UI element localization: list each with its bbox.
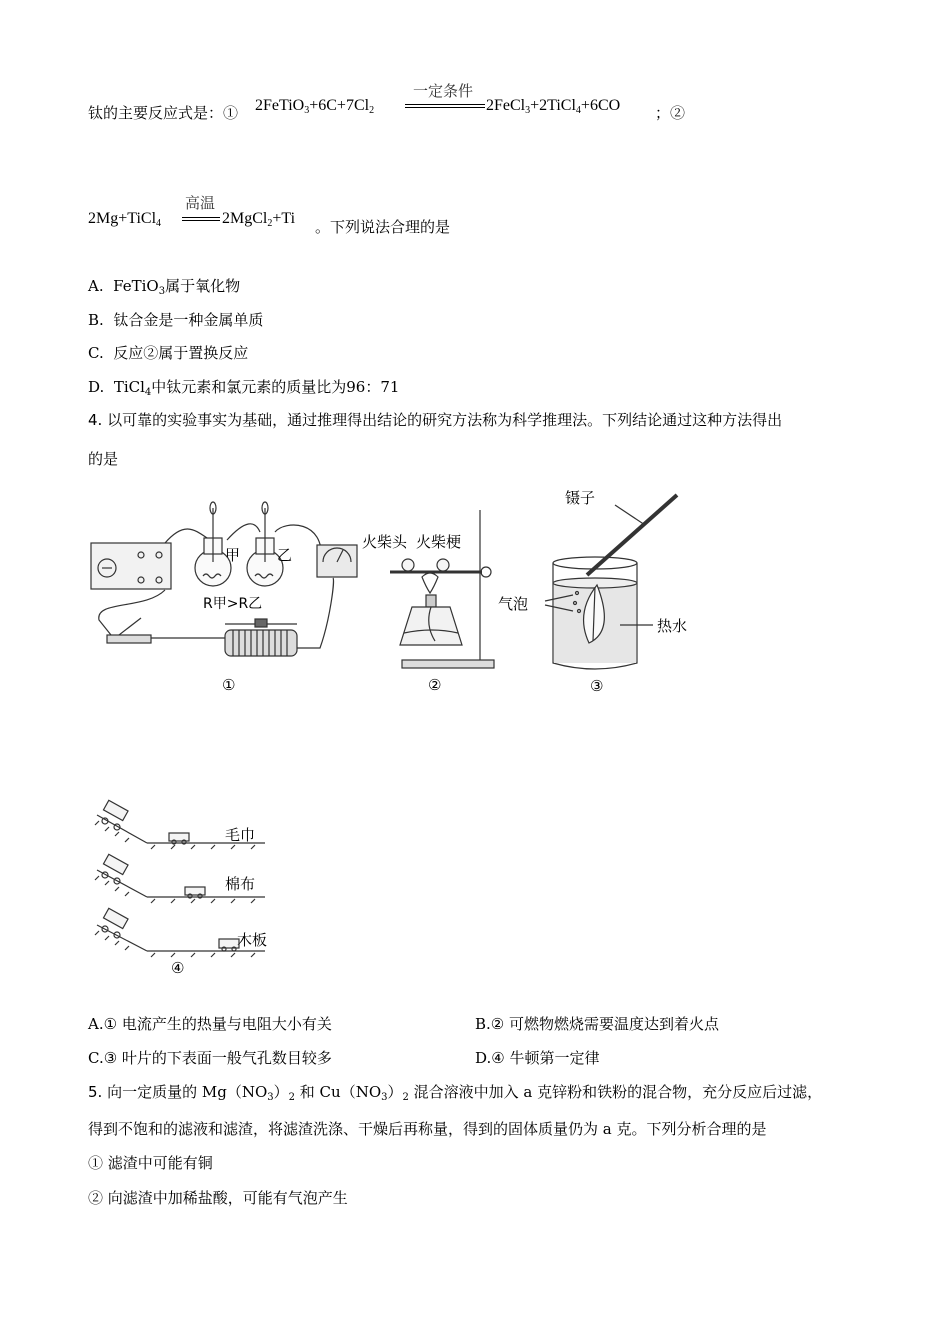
q4-option-d: D.④ 牛顿第一定律 — [475, 1049, 600, 1067]
figure-2-label-stem: 火柴梗 — [416, 533, 462, 551]
q4-stem-line1: 4. 以可靠的实验事实为基础，通过推理得出结论的研究方法称为科学推理法。下列结论通过这种方法得出 — [88, 411, 783, 429]
q5-statement-1: ① 滤渣中可能有铜 — [88, 1154, 213, 1172]
figure-4-label-cotton: 棉布 — [225, 875, 256, 893]
q3-question: 。下列说法合理的是 — [315, 218, 451, 236]
figure-2-number: ② — [428, 676, 442, 694]
q5-stem-line1: 5. 向一定质量的 $Mg(NO_3)_2$ 和 $Cu(NO_3)_2$ 混合溶液中加入 a 克锌粉和铁粉的混合物，充分反应后过滤， — [88, 1083, 823, 1103]
q4-option-b: B.② 可燃物燃烧需要温度达到着火点 — [475, 1015, 720, 1033]
figure-4-ramps — [85, 795, 285, 980]
figure-3-label-bubble: 气泡 — [498, 595, 529, 613]
equation-1-condition: 一定条件 — [413, 82, 474, 100]
equation-2-left: 2Mg+TiCl$_4$ — [88, 210, 162, 229]
q3-option-c: C. 反应②属于置换反应 — [88, 344, 249, 362]
equation-1-right: 2FeCl$_3$+2TiCl$_4$+6CO — [486, 97, 621, 116]
equation-1-left: $2FeTiO_3+6C+7Cl_2$ — [255, 97, 375, 116]
q4-option-c: C.③ 叶片的下表面一般气孔数目较多 — [88, 1049, 332, 1067]
figure-1-inequality: R甲>R乙 — [203, 596, 263, 612]
q3-option-a: A. FeTiO$_3$属于氧化物 — [88, 277, 241, 297]
figure-3-leaf — [495, 485, 710, 700]
figure-4-label-board: 木板 — [237, 931, 268, 949]
equation-2-condition: 高温 — [185, 194, 216, 212]
figure-3-label-water: 热水 — [657, 617, 688, 635]
equation-2-right: 2MgCl$_2$+Ti — [222, 210, 296, 229]
equation-1-equals — [405, 104, 485, 108]
q4-option-a: A.① 电流产生的热量与电阻大小有关 — [88, 1015, 332, 1033]
figure-3-label-tweezers: 镊子 — [565, 489, 596, 507]
q5-stem-line2: 得到不饱和的滤液和滤渣，将滤渣洗涤、干燥后再称量，得到的固体质量仍为 a 克。下列分析合理的是 — [88, 1120, 767, 1138]
figure-1-circuit — [85, 500, 365, 700]
figure-3-number: ③ — [590, 677, 604, 695]
q3-intro: 钛的主要反应式是：① — [88, 104, 239, 122]
figure-4-number: ④ — [171, 959, 185, 977]
figure-1-label-jia: 甲 — [225, 546, 241, 564]
q5-statement-2: ② 向滤渣中加稀盐酸，可能有气泡产生 — [88, 1189, 348, 1207]
figure-2-label-head: 火柴头 — [362, 533, 408, 551]
equation-2-equals — [182, 217, 220, 221]
figure-4-label-towel: 毛巾 — [225, 826, 256, 844]
q3-option-d: D. TiCl$_4$中钛元素和氯元素的质量比为96：71 — [88, 378, 400, 398]
figure-1-number: ① — [222, 676, 236, 694]
q3-option-b: B. 钛合金是一种金属单质 — [88, 311, 264, 329]
figure-2-combustion — [360, 505, 500, 700]
figure-1-label-yi: 乙 — [277, 546, 293, 564]
q3-separator: ；② — [655, 104, 686, 122]
q4-stem-line2: 的是 — [88, 450, 119, 468]
